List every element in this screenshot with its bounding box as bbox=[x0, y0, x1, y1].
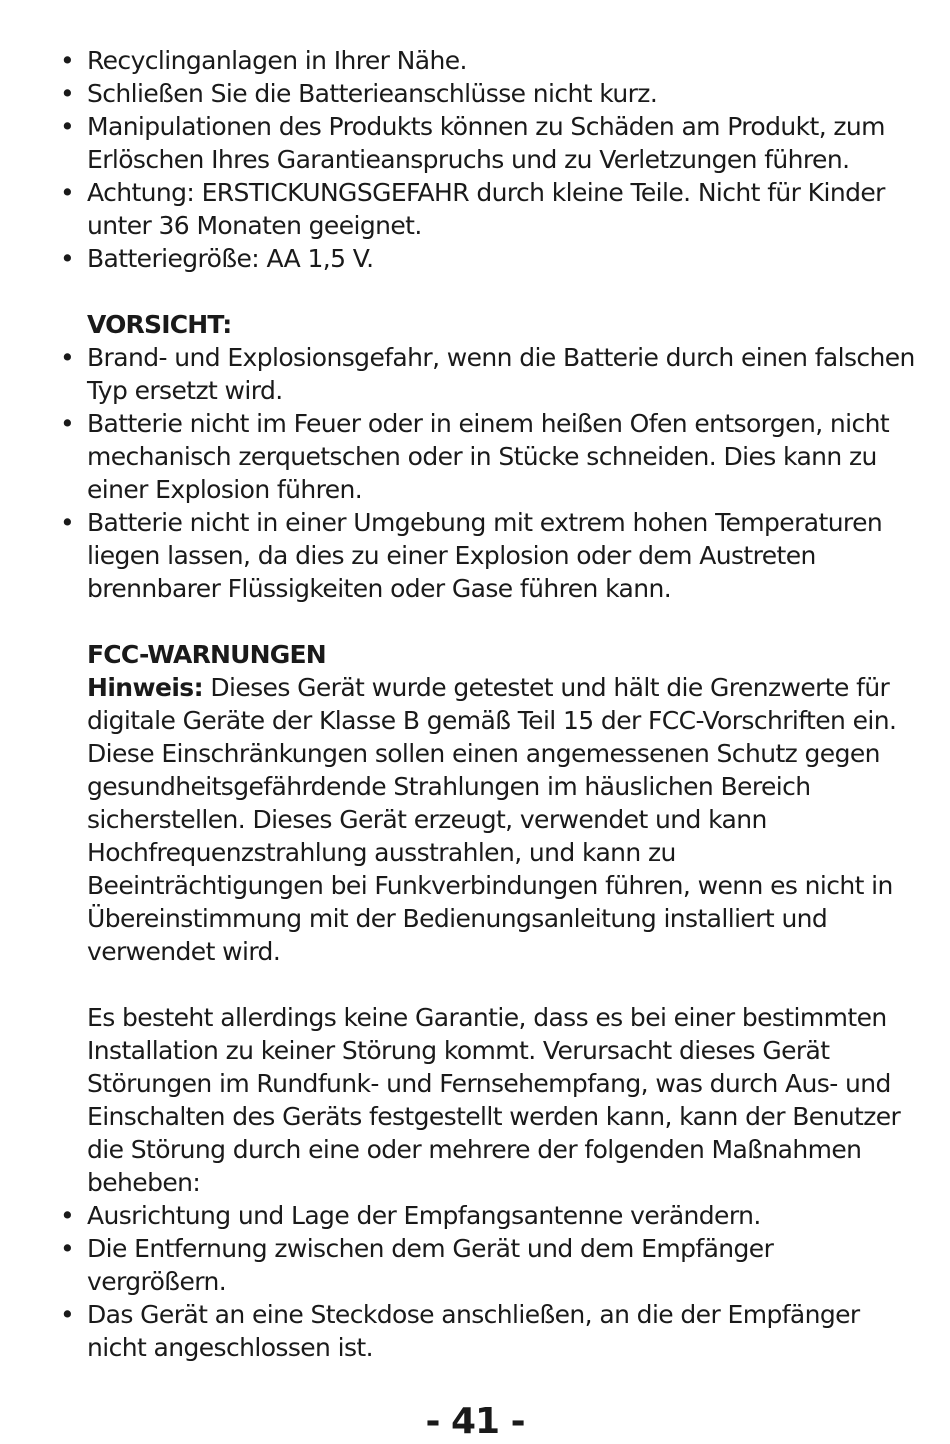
page-content bbox=[56, 44, 916, 1364]
bullet-icon: • bbox=[60, 178, 75, 207]
list-item bbox=[56, 77, 916, 110]
list-item-text: Schließen Sie die Batterieanschlüsse nicht kurz. bbox=[87, 79, 658, 108]
list-item bbox=[56, 1298, 916, 1364]
list-item-text: Brand- und Explosionsgefahr, wenn die Batterie durch einen falschen Typ ersetzt wird. bbox=[87, 343, 915, 405]
list-item-text: Batterie nicht in einer Umgebung mit extrem hohen Temperaturen liegen lassen, da dies zu einer Explosion oder dem Austreten brennbarer Flüssigkeiten oder Gase führen kann. bbox=[87, 508, 883, 603]
list-item bbox=[56, 110, 916, 176]
bullet-icon: • bbox=[60, 409, 75, 438]
list-item bbox=[56, 506, 916, 605]
bullet-icon: • bbox=[60, 1300, 75, 1329]
spacer bbox=[56, 605, 916, 638]
list-item-text: Batterie nicht im Feuer oder in einem heißen Ofen entsorgen, nicht mechanisch zerquetschen oder in Stücke schneiden. Dies kann zu einer Explosion führen. bbox=[87, 409, 890, 504]
list-item-text: Achtung: ERSTICKUNGSGEFAHR durch kleine Teile. Nicht für Kinder unter 36 Monaten geeignet. bbox=[87, 178, 885, 240]
list-item-text: Recyclinganlagen in Ihrer Nähe. bbox=[87, 46, 467, 75]
note-label: Hinweis: bbox=[87, 673, 203, 702]
fcc-paragraph-2: Es besteht allerdings keine Garantie, dass es bei einer bestimmten Installation zu keiner Störung kommt. Verursacht dieses Gerät Störungen im Rundfunk- und Fernsehempfang, was durch Aus- und Einschalten des Geräts festgestellt werden kann, kann der Benutzer die Störung durch eine oder mehrere der folgenden Maßnahmen beheben: bbox=[87, 1003, 901, 1197]
caution-list bbox=[56, 341, 916, 605]
bullet-icon: • bbox=[60, 112, 75, 141]
fcc-note-paragraph bbox=[56, 671, 916, 968]
list-item bbox=[56, 341, 916, 407]
list-item bbox=[56, 1199, 916, 1232]
list-item bbox=[56, 407, 916, 506]
list-item-text: Batteriegröße: AA 1,5 V. bbox=[87, 244, 374, 273]
list-item-text: Das Gerät an eine Steckdose anschließen, an die der Empfänger nicht angeschlossen ist. bbox=[87, 1300, 860, 1362]
fcc-heading: FCC-WARNUNGEN bbox=[87, 640, 326, 669]
list-item bbox=[56, 242, 916, 275]
list-item bbox=[56, 1232, 916, 1298]
bullet-icon: • bbox=[60, 508, 75, 537]
bullet-icon: • bbox=[60, 1201, 75, 1230]
spacer bbox=[56, 968, 916, 1001]
bullet-icon: • bbox=[60, 343, 75, 372]
bullet-icon: • bbox=[60, 244, 75, 273]
caution-heading: VORSICHT: bbox=[87, 310, 232, 339]
spacer bbox=[56, 275, 916, 308]
battery-safety-list bbox=[56, 44, 916, 275]
list-item-text: Ausrichtung und Lage der Empfangsantenne verändern. bbox=[87, 1201, 761, 1230]
bullet-icon: • bbox=[60, 46, 75, 75]
list-item bbox=[56, 44, 916, 77]
note-text: Dieses Gerät wurde getestet und hält die Grenzwerte für digitale Geräte der Klasse B gemäß Teil 15 der FCC-Vorschriften ein. Diese Einschränkungen sollen einen angemessenen Schutz gegen gesundheitsgefährdende Strahlungen im häuslichen Bereich sicherstellen. Dieses Gerät erzeugt, verwendet und kann Hochfrequenzstrahlung ausstrahlen, und kann zu Beeinträchtigungen bei Funkverbindungen führen, wenn es nicht in Übereinstimmung mit der Bedienungsanleitung installiert und verwendet wird. bbox=[87, 673, 897, 966]
list-item-text: Die Entfernung zwischen dem Gerät und dem Empfänger vergrößern. bbox=[87, 1234, 774, 1296]
fcc-measures-list bbox=[56, 1199, 916, 1364]
bullet-icon: • bbox=[60, 79, 75, 108]
list-item-text: Manipulationen des Produkts können zu Schäden am Produkt, zum Erlöschen Ihres Garantieanspruchs und zu Verletzungen führen. bbox=[87, 112, 885, 174]
list-item bbox=[56, 176, 916, 242]
bullet-icon: • bbox=[60, 1234, 75, 1263]
page-number: - 41 - bbox=[425, 1401, 525, 1442]
